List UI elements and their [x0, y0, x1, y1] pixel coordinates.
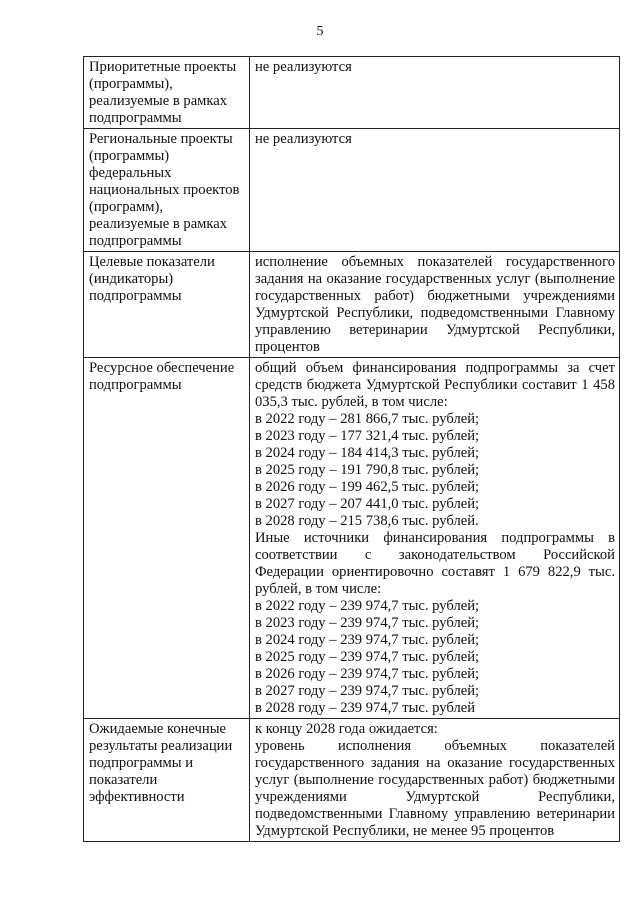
label-line: подпрограммы: [89, 110, 182, 126]
budget-year-item: в 2023 году – 177 321,4 тыс. рублей;: [255, 428, 480, 444]
budget-year-item: в 2028 году – 215 738,6 тыс. рублей.: [255, 513, 479, 529]
table-row-resource-support: [84, 358, 620, 719]
row-value-priority-projects: [250, 57, 620, 129]
row-label-target-indicators: [84, 252, 250, 358]
label-line: (программ),: [89, 199, 164, 215]
budget-year-item: в 2024 году – 184 414,3 тыс. рублей;: [255, 445, 480, 461]
row-value-regional-projects: [250, 129, 620, 252]
label-line: подпрограммы: [89, 377, 182, 393]
expected-results-intro: к концу 2028 года ожидается:: [255, 721, 438, 737]
expected-results-body: уровень исполнения объемных показателей государственного задания на оказание государственных услуг (выполнение государственных работ) бюджетными учреждениями Удмуртской Республики, подведомственными Главному управлению ветеринарии Удмуртской Республики, не менее 95 процентов: [255, 738, 615, 839]
other-year-item: в 2028 году – 239 974,7 тыс. рублей: [255, 700, 476, 716]
label-line: Ресурсное обеспечение: [89, 360, 235, 376]
label-line: (программы): [89, 148, 170, 164]
budget-year-item: в 2026 году – 199 462,5 тыс. рублей;: [255, 479, 480, 495]
label-line: национальных проектов: [89, 182, 240, 198]
other-year-item: в 2024 году – 239 974,7 тыс. рублей;: [255, 632, 480, 648]
other-year-item: в 2026 году – 239 974,7 тыс. рублей;: [255, 666, 480, 682]
value-text: не реализуются: [255, 59, 352, 75]
other-funding-intro: Иные источники финансирования подпрограммы в соответствии с законодательством Российской Федерации ориентировочно составят 1 679 822,9 тыс. рублей, в том числе:: [255, 530, 615, 597]
row-label-resource-support: [84, 358, 250, 719]
label-line: (программы),: [89, 76, 173, 92]
label-line: реализуемые в рамках: [89, 93, 228, 109]
label-line: Целевые показатели: [89, 254, 215, 270]
other-year-item: в 2023 году – 239 974,7 тыс. рублей;: [255, 615, 480, 631]
subprogram-passport-table: [83, 56, 620, 842]
row-label-regional-projects: [84, 129, 250, 252]
label-line: эффективности: [89, 789, 185, 805]
page-number: 5: [316, 24, 324, 39]
label-line: показатели: [89, 772, 158, 788]
table-row-regional-projects: [84, 129, 620, 252]
budget-year-item: в 2025 году – 191 790,8 тыс. рублей;: [255, 462, 480, 478]
table-row-priority-projects: [84, 57, 620, 129]
table-row-expected-results: [84, 719, 620, 842]
other-year-item: в 2025 году – 239 974,7 тыс. рублей;: [255, 649, 480, 665]
budget-year-item: в 2022 году – 281 866,7 тыс. рублей;: [255, 411, 480, 427]
row-value-resource-support: [250, 358, 620, 719]
other-year-item: в 2027 году – 239 974,7 тыс. рублей;: [255, 683, 480, 699]
label-line: подпрограммы: [89, 288, 182, 304]
row-value-target-indicators: [250, 252, 620, 358]
other-year-item: в 2022 году – 239 974,7 тыс. рублей;: [255, 598, 480, 614]
label-line: реализуемые в рамках: [89, 216, 228, 232]
table-row-target-indicators: [84, 252, 620, 358]
label-line: (индикаторы): [89, 271, 174, 287]
budget-funding-intro: общий объем финансирования подпрограммы за счет средств бюджета Удмуртской Республики составит 1 458 035,3 тыс. рублей, в том числе:: [255, 360, 615, 410]
label-line: федеральных: [89, 165, 172, 181]
row-label-priority-projects: [84, 57, 250, 129]
label-line: Региональные проекты: [89, 131, 233, 147]
row-value-expected-results: [250, 719, 620, 842]
label-line: Приоритетные проекты: [89, 59, 237, 75]
label-line: подпрограммы: [89, 233, 182, 249]
value-text: не реализуются: [255, 131, 352, 147]
label-line: подпрограммы и: [89, 755, 194, 771]
label-line: Ожидаемые конечные: [89, 721, 226, 737]
value-text: исполнение объемных показателей государственного задания на оказание государственных услуг (выполнение государственных работ) бюджетными учреждениями Удмуртской Республики, подведомственными Главному управлению ветеринарии Удмуртской Республики, процентов: [255, 254, 615, 355]
row-label-expected-results: [84, 719, 250, 842]
budget-year-item: в 2027 году – 207 441,0 тыс. рублей;: [255, 496, 480, 512]
label-line: результаты реализации: [89, 738, 233, 754]
